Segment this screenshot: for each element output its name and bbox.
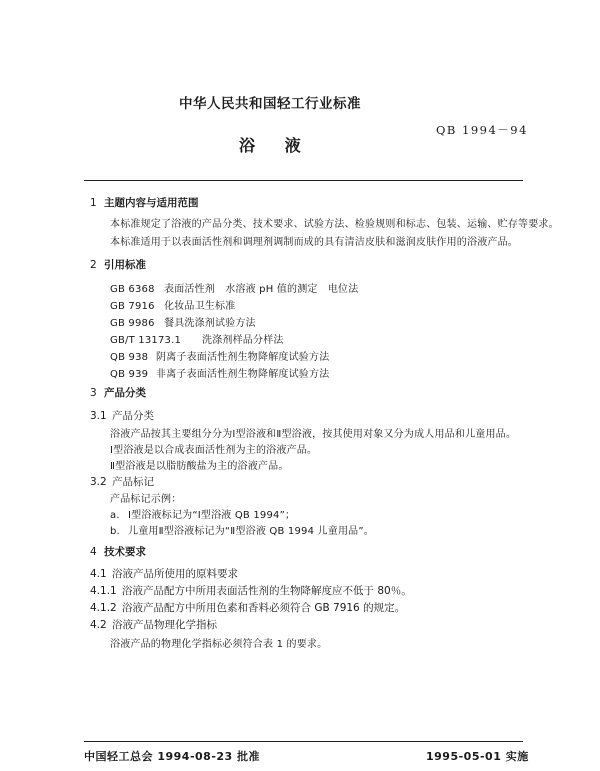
marking-example-b [110, 522, 374, 537]
issuing-organization: 中华人民共和国轻工行业标准 [179, 96, 361, 112]
approval-date: 中国轻工总会 1994-08-23 批准 [84, 750, 261, 763]
list-text: 儿童用Ⅱ型浴液标记为“Ⅱ型浴液 QB 1994 儿童用品”。 [128, 526, 374, 537]
reference-code: GB 9986 [110, 318, 155, 329]
section-2-heading [90, 257, 146, 272]
list-marker: a. [110, 510, 120, 521]
section-3-heading [90, 385, 146, 400]
subsection-4-1 [90, 566, 238, 581]
reference-title: 阴离子表面活性剂生物降解度试验方法 [156, 352, 330, 363]
standard-code: QB 1994－94 [436, 123, 528, 137]
subsection-number: 4.1 [90, 568, 107, 580]
section-number: 4 [90, 546, 97, 558]
clause-4-1-2 [90, 600, 405, 615]
list-text: Ⅰ型浴液标记为“Ⅰ型浴液 QB 1994”； [128, 510, 296, 521]
reference-item [110, 314, 256, 329]
subsection-3-2-intro: 产品标记示例： [110, 494, 182, 505]
subsection-title: 浴液产品物理化学指标 [112, 619, 217, 631]
subsection-number: 3.1 [90, 410, 107, 422]
reference-code: GB/T 13173.1 [110, 335, 182, 346]
section-title: 引用标准 [104, 259, 146, 271]
subsection-3-2-heading [90, 474, 154, 489]
section-title: 技术要求 [104, 546, 146, 558]
subsection-3-1-heading [90, 408, 154, 423]
reference-code: QB 939 [110, 369, 149, 380]
reference-title: 洗涤剂样品分样法 [202, 335, 284, 346]
reference-code: GB 6368 [110, 284, 155, 295]
reference-item [110, 348, 329, 363]
reference-title: 化妆品卫生标准 [164, 301, 236, 312]
reference-title: 表面活性剂 水溶液 pH 值的测定 电位法 [164, 284, 359, 295]
reference-code: QB 938 [110, 352, 149, 363]
clause-number: 4.1.2 [90, 602, 117, 614]
subsection-3-1-line-2: Ⅰ型浴液是以合成表面活性剂为主的浴液产品。 [110, 445, 318, 456]
subsection-4-2-line: 浴液产品的物理化学指标必须符合表 1 的要求。 [110, 639, 328, 650]
list-marker: b. [110, 526, 120, 537]
subsection-3-1-line-1: 浴液产品按其主要组分分为Ⅰ型浴液和Ⅱ型浴液，按其使用对象又分为成人用品和儿童用品。 [110, 429, 517, 440]
reference-item [110, 331, 284, 346]
marking-example-a [110, 506, 295, 521]
section-title: 产品分类 [104, 387, 146, 399]
clause-4-1-1 [90, 583, 412, 598]
clause-text: 浴液产品配方中所用色素和香料必须符合 GB 7916 的规定。 [122, 602, 406, 614]
clause-text: 浴液产品配方中所用表面活性剂的生物降解度应不低于 80％。 [122, 585, 412, 597]
reference-item [110, 365, 329, 380]
header-divider [84, 180, 523, 181]
subsection-number: 3.2 [90, 476, 107, 488]
subsection-title: 产品分类 [112, 410, 154, 422]
reference-title: 非离子表面活性剂生物降解度试验方法 [156, 369, 330, 380]
reference-title: 餐具洗涤剂试验方法 [164, 318, 256, 329]
section-number: 2 [90, 259, 97, 271]
reference-code: GB 7916 [110, 301, 155, 312]
implementation-date: 1995-05-01 实施 [426, 750, 529, 763]
section-1-paragraph-1: 本标准规定了浴液的产品分类、技术要求、试验方法、检验规则和标志、包装、运输、贮存等要求。 [110, 219, 559, 230]
subsection-number: 4.2 [90, 619, 107, 631]
reference-item [110, 297, 235, 312]
footer-divider [84, 741, 523, 742]
subsection-3-1-line-3: Ⅱ型浴液是以脂肪酸盐为主的浴液产品。 [110, 461, 289, 472]
section-1-paragraph-2: 本标准适用于以表面活性剂和调理剂调制而成的具有清洁皮肤和滋润皮肤作用的浴液产品。 [110, 237, 518, 248]
section-1-heading [90, 195, 199, 210]
section-title: 主题内容与适用范围 [104, 197, 199, 209]
section-number: 3 [90, 387, 97, 399]
clause-number: 4.1.1 [90, 585, 117, 597]
reference-item [110, 280, 358, 295]
section-4-heading [90, 544, 146, 559]
document-title: 浴 液 [239, 136, 313, 155]
subsection-title: 浴液产品所使用的原料要求 [112, 568, 238, 580]
section-number: 1 [90, 197, 97, 209]
subsection-4-2 [90, 617, 217, 632]
subsection-title: 产品标记 [112, 476, 154, 488]
